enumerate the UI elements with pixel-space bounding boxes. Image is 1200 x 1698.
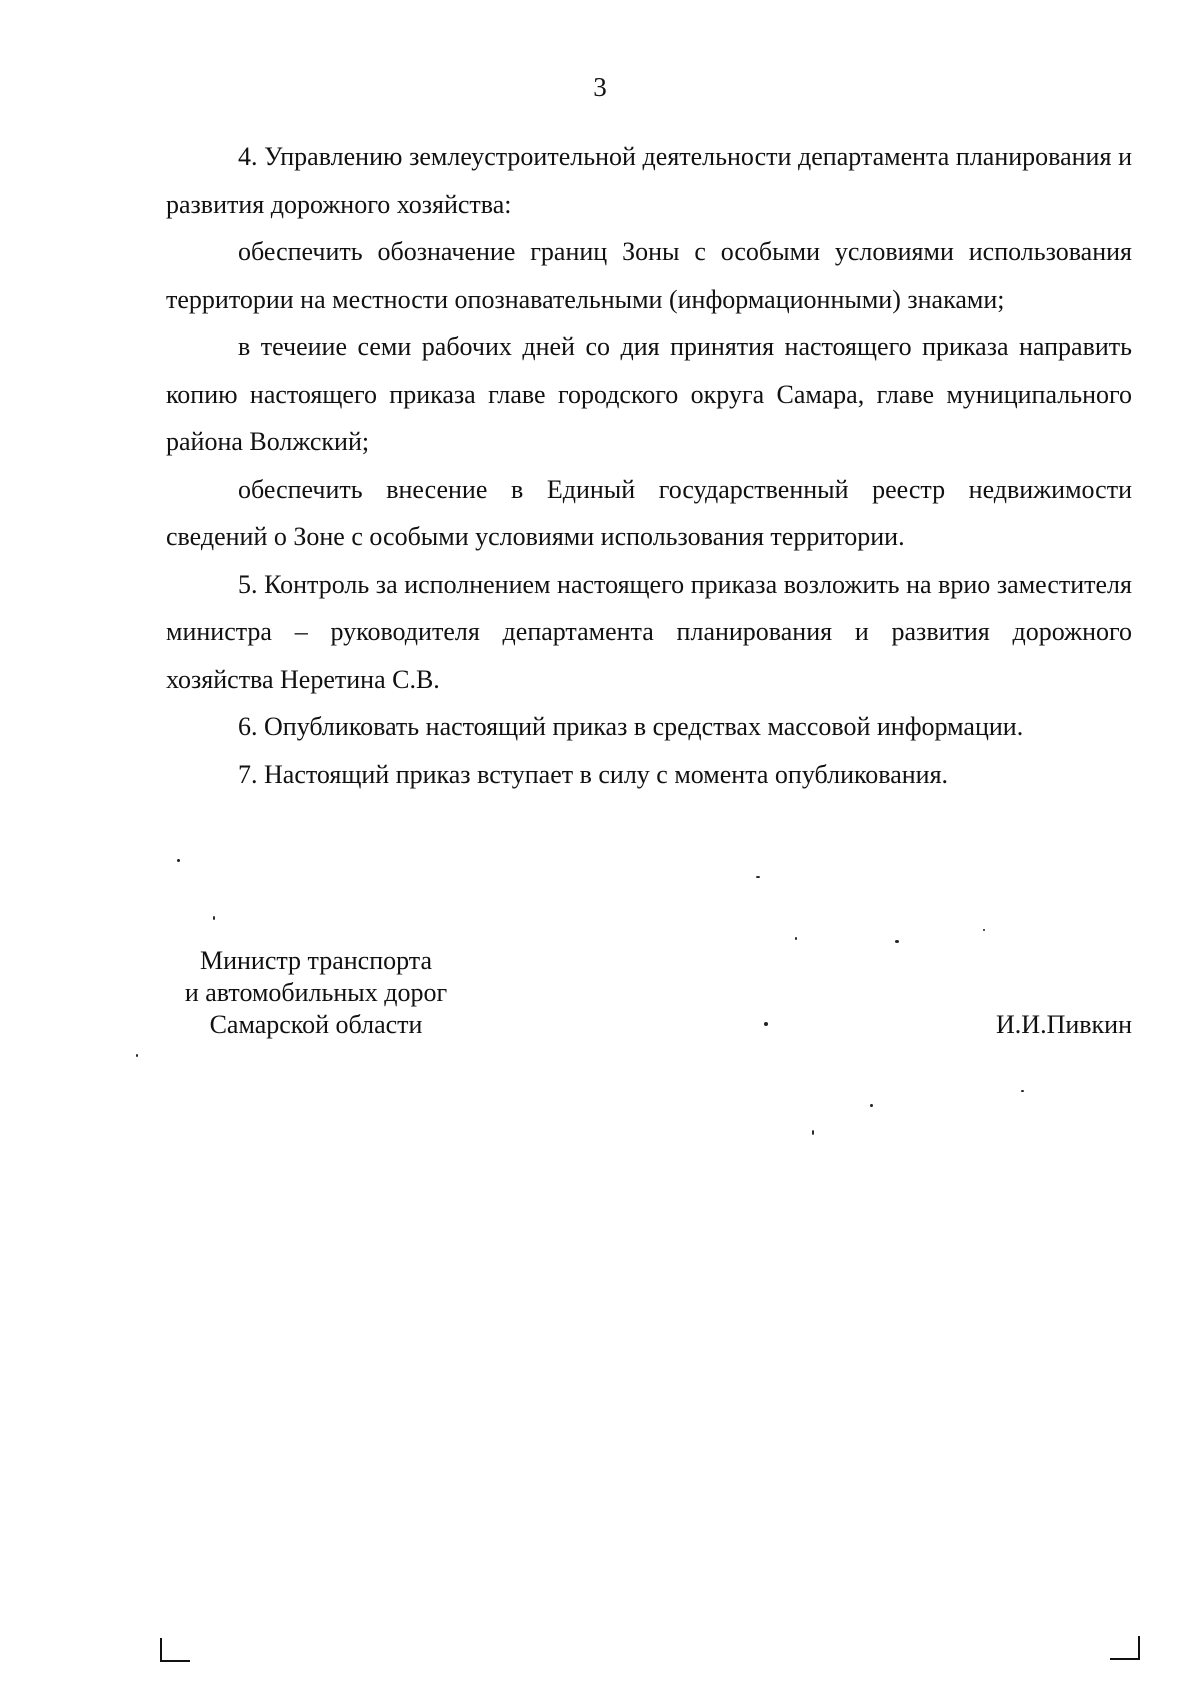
signatory-title-line: Министр транспорта [199, 946, 433, 975]
signatory-title-line: и автомобильных дорог [184, 978, 448, 1007]
document-body [166, 133, 1132, 798]
paragraph-registry: обеспечить внесение в Единый государственный реестр недвижимости сведений о Зоне с особыми условиями использования территории. [166, 474, 1132, 551]
scan-speck [795, 937, 797, 940]
signatory-title [166, 945, 466, 1041]
corner-bracket-right [1110, 1636, 1140, 1660]
paragraph-item-5: 5. Контроль за исполнением настоящего приказа возложить на врио заместителя министра – руководителя департамента планирования и развития дорожного хозяйства Неретина С.В. [166, 569, 1132, 694]
scan-speck [895, 940, 899, 943]
scan-speck [213, 916, 215, 920]
scan-speck [1021, 1090, 1024, 1092]
paragraph-item-7: 7. Настоящий приказ вступает в силу с момента опубликования. [238, 759, 949, 789]
paragraph-item-4: 4. Управлению землеустроительной деятельности департамента планирования и развития дорожного хозяйства: [166, 142, 1132, 219]
paragraph-item-6: 6. Опубликовать настоящий приказ в средствах массовой информации. [238, 712, 1024, 741]
signatory-title-line: Самарской области [209, 1010, 423, 1039]
paragraph-mark-borders: обеспечить обозначение границ Зоны с особыми условиями использования территории на местности опознавательными (информационными) знаками; [166, 237, 1132, 314]
corner-bracket-left [160, 1638, 190, 1662]
paragraph-send-copy: в течеиие семи рабочих дней со дия принятия настоящего приказа направить копию настоящего приказа главе городского округа Самара, главе муниципального района Волжский; [166, 332, 1132, 456]
scan-speck [764, 1022, 768, 1026]
page-number: 3 [593, 72, 607, 102]
scan-speck [983, 929, 985, 931]
scan-speck [812, 1130, 814, 1135]
scan-speck [870, 1104, 873, 1107]
scan-speck [136, 1054, 138, 1057]
scan-speck [756, 876, 760, 878]
scan-speck [177, 859, 180, 862]
signatory-name: И.И.Пивкин [996, 1010, 1132, 1039]
